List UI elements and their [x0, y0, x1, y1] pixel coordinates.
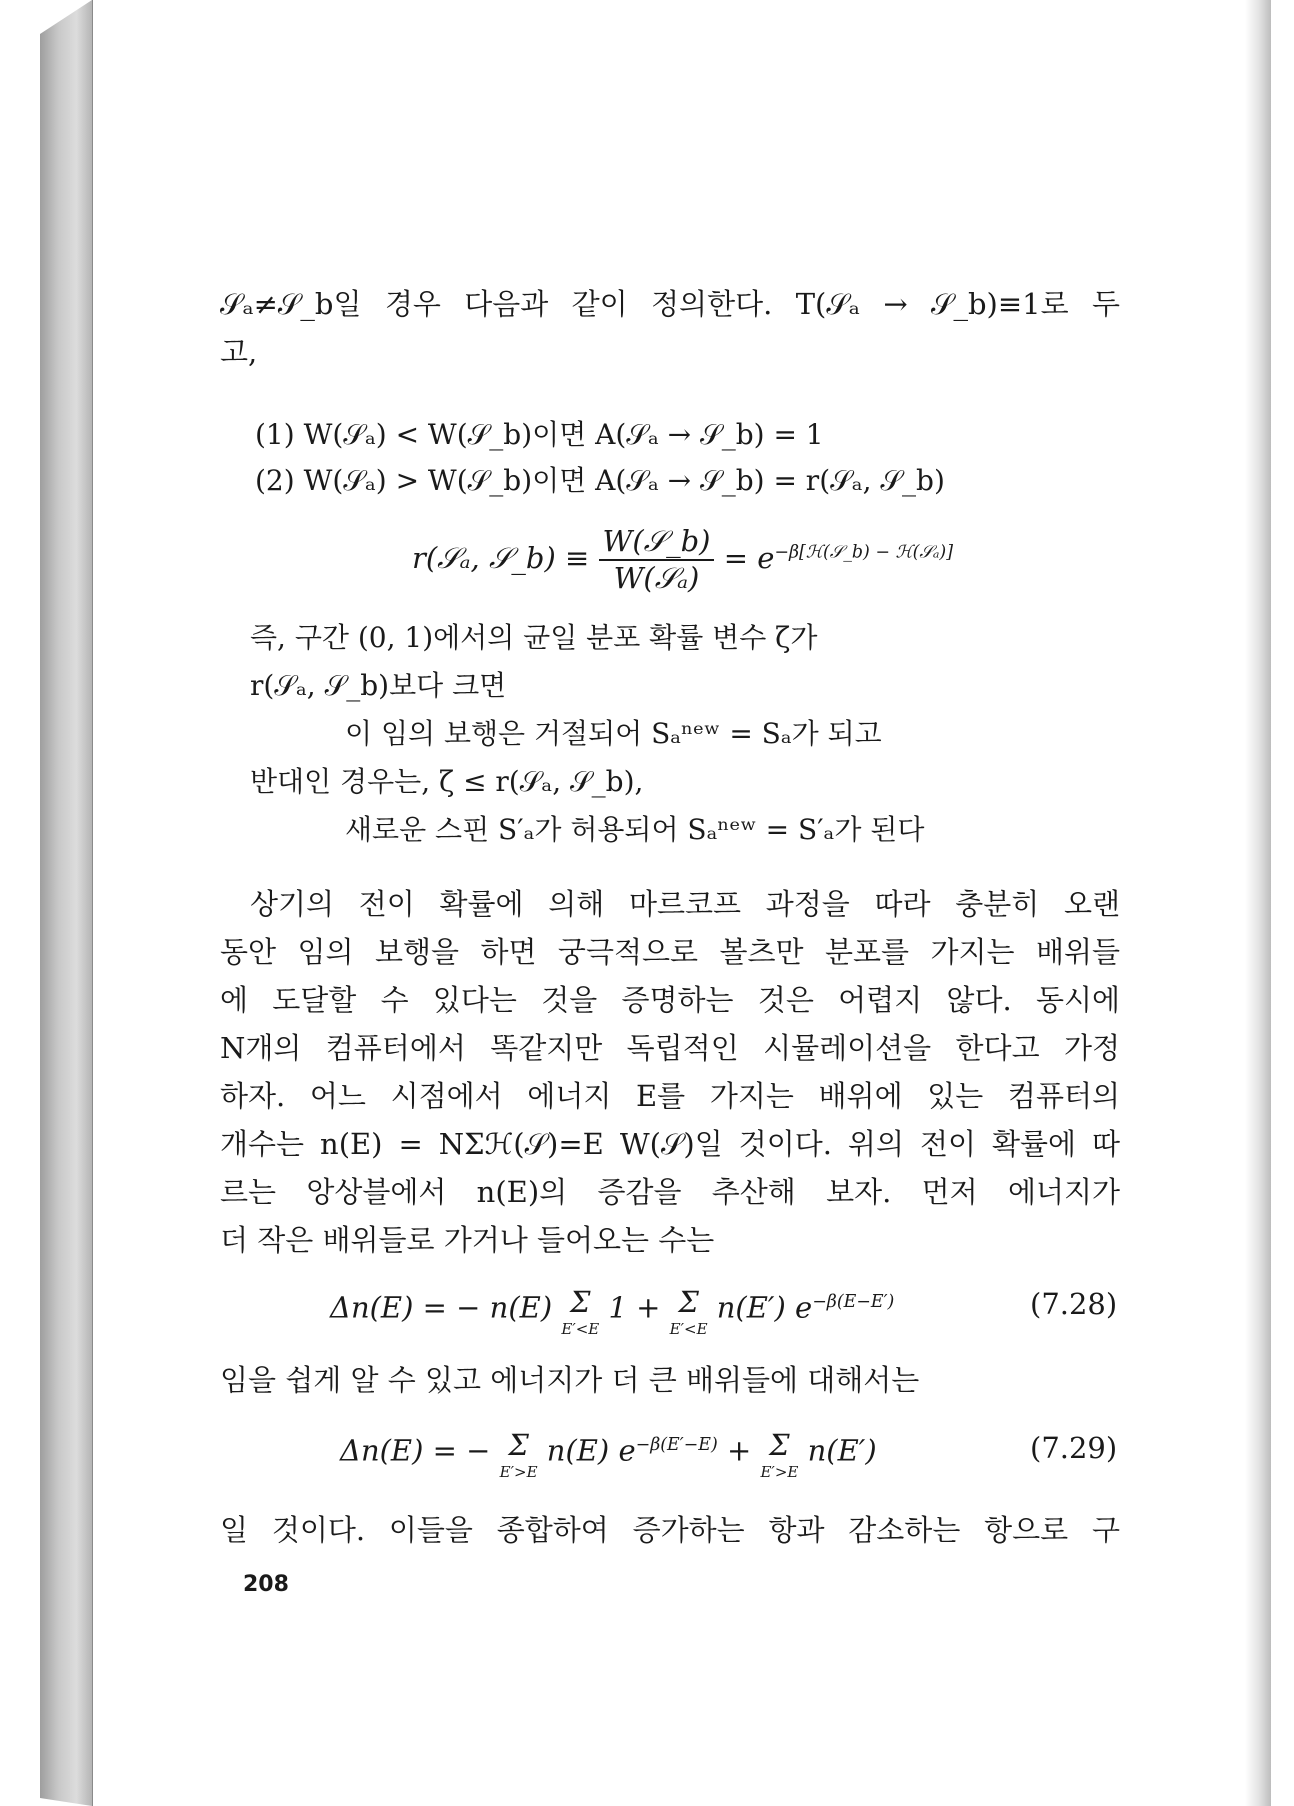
eq729-sum-2: Σ E′>E	[760, 1428, 799, 1481]
eq728-term-2: n(E′) e	[716, 1290, 813, 1325]
closing-line: 일 것이다. 이들을 종합하여 증가하는 항과 감소하는 항으로 구	[220, 1513, 1120, 1547]
ratio-fraction	[599, 524, 715, 596]
rule-line-5: 새로운 스핀 S′ₐ가 허용되어 Sₐⁿᵉʷ = S′ₐ가 된다	[345, 813, 925, 846]
eq728-sum-2-range: E′<E	[669, 1320, 708, 1338]
paragraph-line-4: N개의 컴퓨터에서 똑같지만 독립적인 시뮬레이션을 한다고 가정	[220, 1031, 1120, 1065]
equation-7-28	[330, 1282, 894, 1336]
condition-2: (2) W(𝒮ₐ) > W(𝒮_b)이면 A(𝒮ₐ → 𝒮_b) = r(𝒮ₐ, 𝒮_b)	[255, 464, 945, 497]
paragraph-line-5: 하자. 어느 시점에서 에너지 E를 가지는 배위에 있는 컴퓨터의	[220, 1079, 1120, 1113]
eq728-sum-1-range: E′<E	[561, 1320, 600, 1338]
rule-line-4: 반대인 경우는, ζ ≤ r(𝒮ₐ, 𝒮_b),	[250, 765, 644, 798]
ratio-exponent: −β[ℋ(𝒮_b) − ℋ(𝒮ₐ)]	[774, 542, 953, 563]
intro-line-1: 𝒮ₐ≠𝒮_b일 경우 다음과 같이 정의한다. T(𝒮ₐ → 𝒮_b)≡1로 두	[220, 287, 1120, 321]
book-spine	[40, 0, 92, 1806]
eq729-term-1: n(E) e	[546, 1433, 636, 1468]
paragraph-line-8: 더 작은 배위들로 가거나 들어오는 수는	[220, 1223, 715, 1257]
paragraph-line-2: 동안 임의 보행을 하면 궁극적으로 볼츠만 분포를 가지는 배위들	[220, 935, 1120, 969]
eq729-exponent: −β(E′−E)	[635, 1435, 718, 1455]
page-number: 208	[243, 1572, 289, 1597]
eq728-term-1: 1 +	[608, 1290, 661, 1325]
paragraph-line-3: 에 도달할 수 있다는 것을 증명하는 것은 어렵지 않다. 동시에	[220, 983, 1120, 1017]
condition-1: (1) W(𝒮ₐ) < W(𝒮_b)이면 A(𝒮ₐ → 𝒮_b) = 1	[255, 418, 824, 451]
eq728-sum-2: Σ E′<E	[669, 1285, 708, 1338]
paragraph-line-7: 르는 앙상블에서 n(E)의 증감을 추산해 보자. 먼저 에너지가	[220, 1175, 1120, 1209]
rule-line-2: r(𝒮ₐ, 𝒮_b)보다 크면	[250, 669, 507, 702]
eq728-sum-1: Σ E′<E	[561, 1285, 600, 1338]
equation-number-7-29: (7.29)	[1030, 1431, 1118, 1465]
eq729-plus: +	[726, 1433, 752, 1468]
rule-line-1: 즉, 구간 (0, 1)에서의 균일 분포 확률 변수 ζ가	[250, 621, 818, 654]
eq728-lhs: Δn(E) = − n(E)	[330, 1290, 553, 1325]
rule-line-3: 이 임의 보행은 거절되어 Sₐⁿᵉʷ = Sₐ가 되고	[345, 717, 882, 750]
paragraph-line-1: 상기의 전이 확률에 의해 마르코프 과정을 따라 충분히 오랜	[250, 887, 1120, 921]
ratio-definition	[412, 524, 953, 596]
ratio-numerator: W(𝒮_b)	[599, 524, 715, 561]
condition-list	[255, 412, 945, 504]
paragraph-line-6: 개수는 n(E) = NΣℋ(𝒮)=E W(𝒮)일 것이다. 위의 전이 확률에 따	[220, 1127, 1120, 1161]
intro-line-2: 고,	[220, 335, 258, 369]
page-edge-shadow	[1245, 0, 1271, 1806]
ratio-denominator: W(𝒮ₐ)	[613, 561, 700, 595]
equation-number-7-28: (7.28)	[1030, 1287, 1118, 1321]
intro-text	[220, 280, 1120, 376]
ratio-rhs: = e	[723, 541, 775, 575]
eq729-term-2: n(E′)	[807, 1433, 877, 1468]
mid-text	[220, 1356, 1120, 1404]
ratio-lhs: r(𝒮ₐ, 𝒮_b) ≡	[412, 541, 590, 575]
eq729-sum-2-range: E′>E	[760, 1463, 799, 1481]
eq729-sum-1-range: E′>E	[499, 1463, 538, 1481]
acceptance-rule	[250, 614, 924, 854]
eq728-exponent: −β(E−E′)	[812, 1292, 895, 1312]
eq729-sum-1: Σ E′>E	[499, 1428, 538, 1481]
equation-7-29	[340, 1425, 877, 1479]
closing-text	[220, 1506, 1120, 1554]
main-paragraph	[220, 880, 1120, 1264]
mid-text-line: 임을 쉽게 알 수 있고 에너지가 더 큰 배위들에 대해서는	[220, 1363, 920, 1397]
eq729-lhs: Δn(E) = −	[340, 1433, 491, 1468]
